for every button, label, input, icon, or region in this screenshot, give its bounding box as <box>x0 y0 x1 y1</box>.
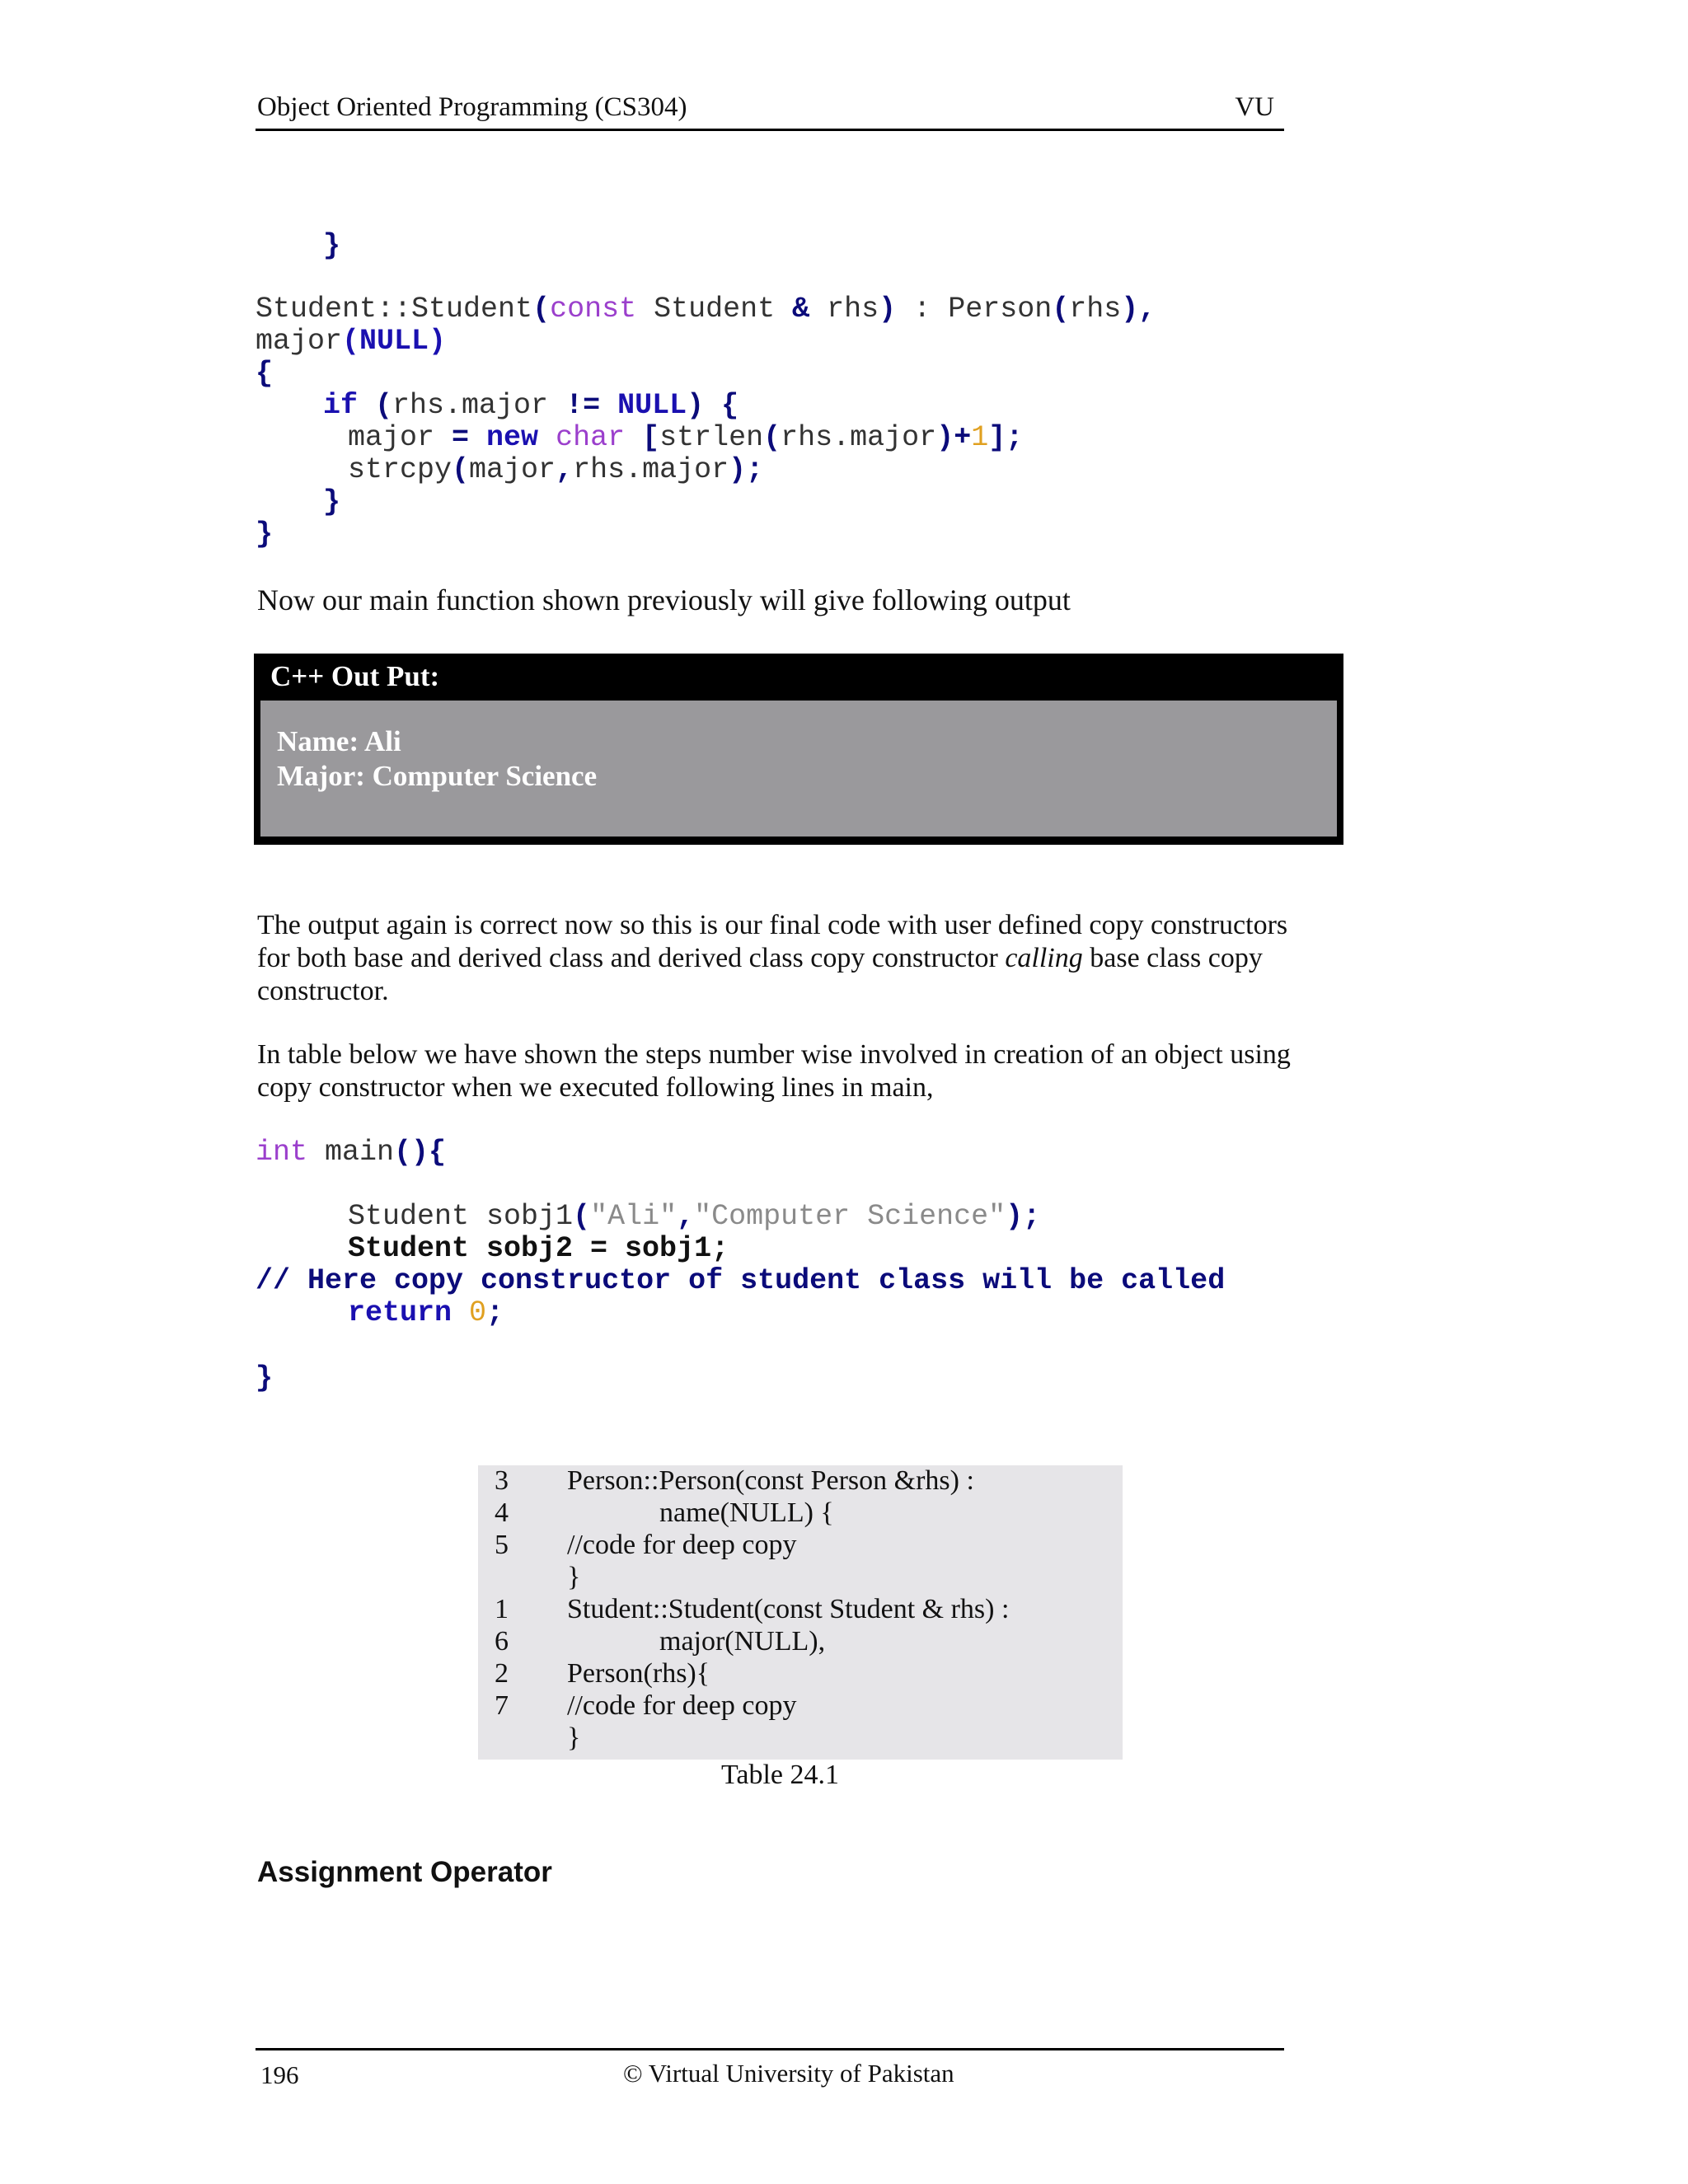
code-line: } <box>323 485 341 518</box>
code-line: strcpy(major,rhs.major); <box>348 453 764 486</box>
paragraph-table-intro <box>257 1038 1329 1104</box>
section-heading: Assignment Operator <box>257 1856 552 1888</box>
course-title: Object Oriented Programming (CS304) <box>257 92 687 122</box>
code-line: int main(){ <box>256 1136 447 1169</box>
code-line: Student::Student(const Student & rhs) : Person(rhs), <box>256 293 1156 326</box>
paragraph-line: for both base and derived class and derived class copy constructor calling base class copy <box>257 943 1263 973</box>
paragraph-line: constructor. <box>257 976 389 1006</box>
output-intro-text: Now our main function shown previously will give following output <box>257 583 1071 616</box>
paragraph-line: In table below we have shown the steps number wise involved in creation of an object using <box>257 1039 1291 1070</box>
page-footer <box>256 2048 1284 2100</box>
paragraph-final-code <box>257 909 1329 1008</box>
output-line-name: Name: Ali <box>277 725 401 757</box>
code-line: if (rhs.major != NULL) { <box>323 389 739 422</box>
page-header <box>256 89 1284 131</box>
code-line: } <box>256 518 274 551</box>
code-line: return 0; <box>348 1296 504 1329</box>
code-line: major(NULL) <box>256 325 447 358</box>
paragraph-line: The output again is correct now so this is our final code with user defined copy constructors <box>257 910 1288 940</box>
steps-table: 3 Person::Person(const Person &rhs) : 4 name(NULL) { 5 //code for deep copy } 1 Student::Student(const Student & rhs) : 6 major(NULL), 2 Person(rhs){ 7 //code for deep copy } <box>478 1465 1123 1760</box>
emphasis-calling: calling <box>1005 943 1083 973</box>
cpp-output-box <box>254 654 1343 845</box>
copyright-notice: © Virtual University of Pakistan <box>623 2059 954 2088</box>
output-line-major: Major: Computer Science <box>277 760 598 792</box>
code-line: major = new char [strlen(rhs.major)+1]; <box>348 421 1024 454</box>
code-comment: // Here copy constructor of student class will be called <box>256 1264 1226 1297</box>
output-content <box>260 701 1337 837</box>
header-vu: VU <box>1235 92 1274 122</box>
page-number: 196 <box>260 2060 299 2089</box>
code-line: } <box>256 1361 274 1394</box>
output-title: C++ Out Put: <box>270 660 440 692</box>
code-line: } <box>323 229 341 262</box>
code-line: Student sobj2 = sobj1; <box>348 1232 729 1265</box>
code-line: { <box>256 357 274 390</box>
paragraph-line: copy constructor when we executed following lines in main, <box>257 1072 934 1103</box>
table-caption: Table 24.1 <box>721 1760 840 1790</box>
code-line: Student sobj1("Ali","Computer Science"); <box>348 1200 1041 1233</box>
